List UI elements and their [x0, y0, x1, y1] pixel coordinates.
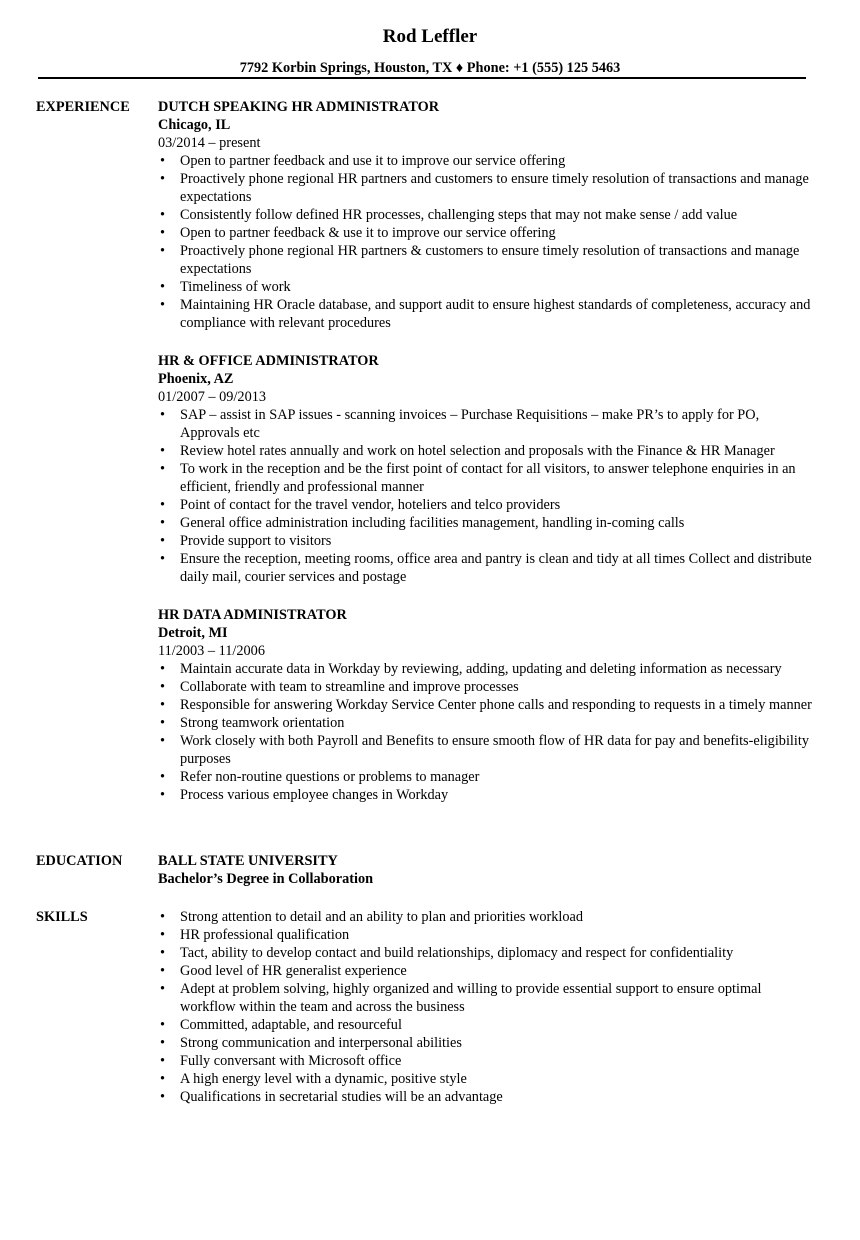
- candidate-name: Rod Leffler: [382, 26, 478, 47]
- header-divider: [38, 77, 806, 79]
- job-entry: [158, 606, 818, 804]
- job-bullet: • Maintaining HR Oracle database, and support audit to ensure highest standards of completeness, accuracy and compliance with relevant procedures: [180, 296, 818, 332]
- school-name: BALL STATE UNIVERSITY: [158, 853, 338, 869]
- experience-label: EXPERIENCE: [36, 99, 130, 115]
- experience-body: [158, 98, 818, 820]
- job-entry: [158, 98, 818, 332]
- job-bullets: [158, 660, 818, 804]
- job-title: DUTCH SPEAKING HR ADMINISTRATOR: [158, 99, 440, 115]
- contact-line: 7792 Korbin Springs, Houston, TX ♦ Phone: +1 (555) 125 5463: [239, 60, 621, 76]
- job-bullet: • General office administration including facilities management, handling in-coming calls: [180, 514, 818, 532]
- skill-item: • HR professional qualification: [180, 926, 818, 944]
- skill-item: • Tact, ability to develop contact and build relationships, diplomacy and respect for confidentiality: [180, 944, 818, 962]
- job-bullet: • Open to partner feedback and use it to improve our service offering: [180, 152, 818, 170]
- skill-item: • Good level of HR generalist experience: [180, 962, 818, 980]
- job-dates: 11/2003 – 11/2006: [158, 643, 265, 659]
- job-bullet: • Maintain accurate data in Workday by reviewing, adding, updating and deleting information as necessary: [180, 660, 818, 678]
- job-bullet: • Work closely with both Payroll and Benefits to ensure smooth flow of HR data for pay and benefits-eligibility purposes: [180, 732, 818, 768]
- job-bullet: • Refer non-routine questions or problems to manager: [180, 768, 818, 786]
- job-bullet: • Strong teamwork orientation: [180, 714, 818, 732]
- job-bullet: • Timeliness of work: [180, 278, 818, 296]
- job-bullet: • SAP – assist in SAP issues - scanning invoices – Purchase Requisitions – make PR’s to apply for PO, Approvals etc: [180, 406, 818, 442]
- job-location: Phoenix, AZ: [158, 371, 234, 387]
- job-bullet: • To work in the reception and be the first point of contact for all visitors, to answer telephone enquiries in an efficient, friendly and professional manner: [180, 460, 818, 496]
- job-entry: [158, 352, 818, 586]
- job-bullet: • Proactively phone regional HR partners & customers to ensure timely resolution of transactions and manage expectations: [180, 242, 818, 278]
- skill-item: • Strong communication and interpersonal abilities: [180, 1034, 818, 1052]
- job-bullet: • Ensure the reception, meeting rooms, office area and pantry is clean and tidy at all times Collect and distribute daily mail, courier services and postage: [180, 550, 818, 586]
- job-location: Detroit, MI: [158, 625, 228, 641]
- job-bullets: [158, 152, 818, 332]
- job-dates: 03/2014 – present: [158, 135, 261, 151]
- job-dates: 01/2007 – 09/2013: [158, 389, 267, 405]
- job-bullet: • Responsible for answering Workday Service Center phone calls and responding to requests in a timely manner: [180, 696, 818, 714]
- skill-item: • A high energy level with a dynamic, positive style: [180, 1070, 818, 1088]
- skills-label: SKILLS: [36, 909, 88, 925]
- job-bullet: • Process various employee changes in Workday: [180, 786, 818, 804]
- skill-item: • Strong attention to detail and an ability to plan and priorities workload: [180, 908, 818, 926]
- education-label: EDUCATION: [36, 853, 123, 869]
- skills-body: [158, 908, 818, 1106]
- skill-item: • Qualifications in secretarial studies will be an advantage: [180, 1088, 818, 1106]
- job-bullet: • Consistently follow defined HR processes, challenging steps that may not make sense / add value: [180, 206, 818, 224]
- skill-item: • Committed, adaptable, and resourceful: [180, 1016, 818, 1034]
- job-bullet: • Point of contact for the travel vendor, hoteliers and telco providers: [180, 496, 818, 514]
- job-location: Chicago, IL: [158, 117, 231, 133]
- degree: Bachelor’s Degree in Collaboration: [158, 871, 374, 887]
- skill-item: • Adept at problem solving, highly organized and willing to provide essential support to ensure optimal workflow within the team and across the business: [180, 980, 818, 1016]
- skills-list: [158, 908, 818, 1106]
- job-title: HR DATA ADMINISTRATOR: [158, 607, 347, 623]
- job-bullet: • Review hotel rates annually and work on hotel selection and proposals with the Finance & HR Manager: [180, 442, 818, 460]
- job-bullet: • Collaborate with team to streamline and improve processes: [180, 678, 818, 696]
- job-bullets: [158, 406, 818, 586]
- job-title: HR & OFFICE ADMINISTRATOR: [158, 353, 379, 369]
- job-bullet: • Provide support to visitors: [180, 532, 818, 550]
- education-body: [158, 852, 818, 888]
- skill-item: • Fully conversant with Microsoft office: [180, 1052, 818, 1070]
- job-bullet: • Open to partner feedback & use it to improve our service offering: [180, 224, 818, 242]
- job-bullet: • Proactively phone regional HR partners and customers to ensure timely resolution of transactions and manage expectations: [180, 170, 818, 206]
